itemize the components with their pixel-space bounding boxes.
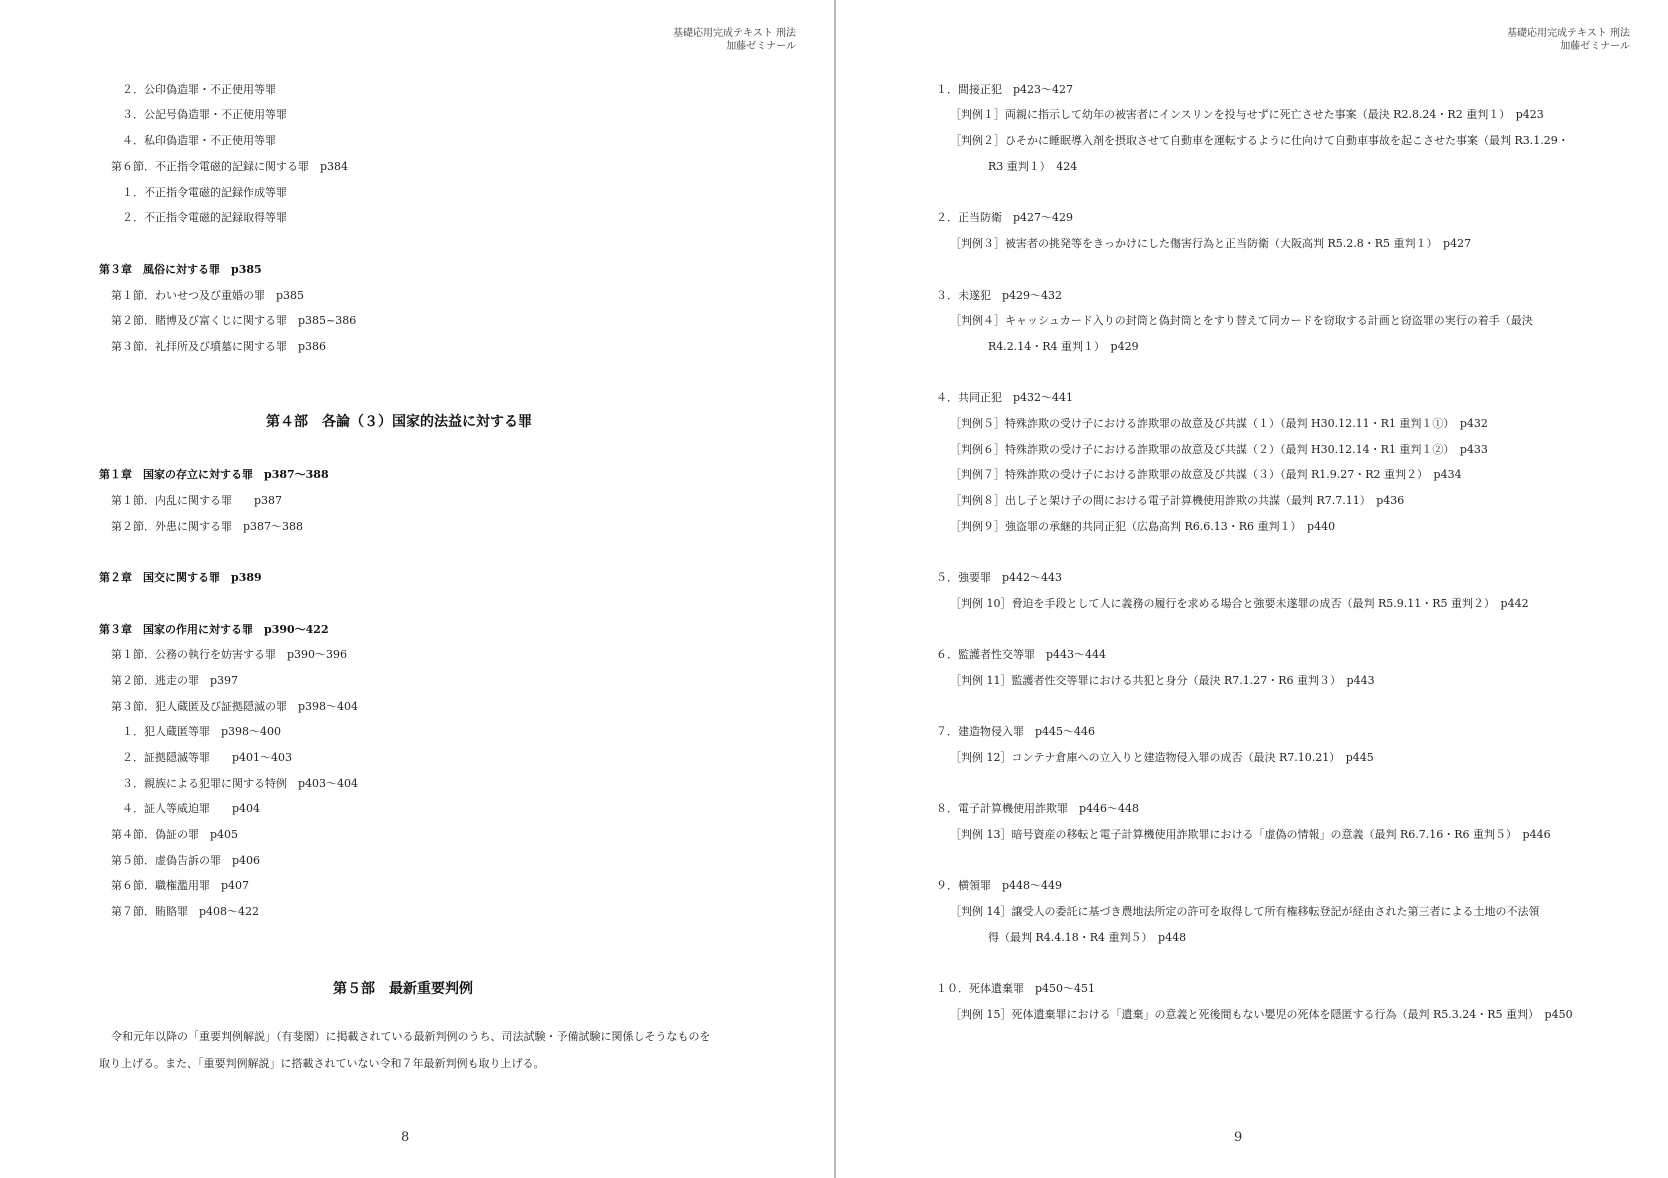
section-heading: 第６節．不正指令電磁的記録に関する罪 p384 bbox=[111, 160, 349, 173]
section-heading: 第２節．外患に関する罪 p387～388 bbox=[111, 520, 304, 533]
section-heading: 第６節．職権濫用罪 p407 bbox=[111, 879, 250, 892]
case-entry: ［判例 13］暗号資産の移転と電子計算機使用詐欺罪における「虚偽の情報」の意義（最判 R6.7.16・R6 重判５） p446 bbox=[950, 828, 1551, 841]
section-item: ３．親族による犯罪に関する特例 p403～404 bbox=[122, 777, 359, 790]
intro-paragraph-line: 令和元年以降の「重要判例解説」（有斐閣）に掲載されている最新判例のうち、司法試験・予備試験に関係しそうなものを bbox=[111, 1030, 711, 1043]
section-heading: 第２節．逃走の罪 p397 bbox=[111, 674, 239, 687]
case-entry: ［判例４］キャッシュカード入りの封筒と偽封筒とをすり替えて同カードを窃取する計画と窃盗罪の実行の着手（最決 bbox=[950, 314, 1533, 327]
case-entry: ［判例 12］コンテナ倉庫への立入りと建造物侵入罪の成否（最決 R7.10.21） p445 bbox=[950, 751, 1374, 764]
case-entry: ［判例６］特殊詐欺の受け子における詐欺罪の故意及び共謀（２）（最判 H30.12.14・R1 重判１②） p433 bbox=[950, 443, 1488, 456]
section-item: １．犯人蔵匿等罪 p398～400 bbox=[122, 725, 282, 738]
case-entry: ［判例 11］監護者性交等罪における共犯と身分（最決 R7.1.27・R6 重判３） p443 bbox=[950, 674, 1375, 687]
case-entry: ［判例 15］死体遺棄罪における「遺棄」の意義と死後間もない嬰児の死体を隠匿する行為（最判 R5.3.24・R5 重判） p450 bbox=[950, 1008, 1573, 1021]
page-number: 9 bbox=[1234, 1130, 1243, 1145]
case-entry: ［判例８］出し子と架け子の間における電子計算機使用詐欺の共謀（最判 R7.7.11） p436 bbox=[950, 494, 1405, 507]
section-heading: 第４節．偽証の罪 p405 bbox=[111, 828, 239, 841]
section-heading: 第１節．わいせつ及び重婚の罪 p385 bbox=[111, 289, 305, 302]
case-entry: ［判例７］特殊詐欺の受け子における詐欺罪の故意及び共謀（３）（最判 R1.9.27・R2 重判２） p434 bbox=[950, 468, 1462, 481]
section-heading: 第３節．礼拝所及び墳墓に関する罪 p386 bbox=[111, 340, 327, 353]
topic-heading: １０．死体遺棄罪 p450～451 bbox=[936, 982, 1096, 995]
case-entry: ［判例 14］譲受人の委託に基づき農地法所定の許可を取得して所有権移転登記が経由された第三者による土地の不法領 bbox=[950, 905, 1540, 918]
chapter-heading: 第２章 国交に関する罪 p389 bbox=[99, 571, 262, 584]
topic-heading: ４．共同正犯 p432～441 bbox=[936, 391, 1074, 404]
section-heading: 第１節．公務の執行を妨害する罪 p390～396 bbox=[111, 648, 348, 661]
topic-heading: ７．建造物侵入罪 p445～446 bbox=[936, 725, 1096, 738]
header-title: 基礎応用完成テキスト 刑法 bbox=[673, 28, 796, 39]
chapter-heading: 第１章 国家の存立に対する罪 p387～388 bbox=[99, 468, 329, 481]
section-heading: 第１節．内乱に関する罪 p387 bbox=[111, 494, 283, 507]
case-entry: ［判例２］ひそかに睡眠導入剤を摂取させて自動車を運転するように仕向けて自動車事故を起こさせた事案（最判 R3.1.29・ bbox=[950, 134, 1569, 147]
case-entry: ［判例９］強盗罪の承継的共同正犯（広島高判 R6.6.13・R6 重判１） p440 bbox=[950, 520, 1336, 533]
header-seminar: 加藤ゼミナール bbox=[1560, 41, 1630, 52]
header-title: 基礎応用完成テキスト 刑法 bbox=[1507, 28, 1630, 39]
case-entry-continued: 得（最判 R4.4.18・R4 重判５） p448 bbox=[988, 931, 1187, 944]
chapter-heading: 第３章 風俗に対する罪 p385 bbox=[99, 263, 262, 276]
topic-heading: ８．電子計算機使用詐欺罪 p446～448 bbox=[936, 802, 1140, 815]
case-entry-continued: R3 重判１） 424 bbox=[988, 160, 1078, 173]
topic-heading: ６．監護者性交等罪 p443～444 bbox=[936, 648, 1107, 661]
case-entry-continued: R4.2.14・R4 重判１） p429 bbox=[988, 340, 1139, 353]
section-item: ２．証拠隠滅等罪 p401～403 bbox=[122, 751, 293, 764]
chapter-heading: 第３章 国家の作用に対する罪 p390～422 bbox=[99, 623, 329, 636]
page-header bbox=[1507, 27, 1630, 53]
page-number: 8 bbox=[401, 1130, 410, 1145]
case-entry: ［判例１］両親に指示して幼年の被害者にインスリンを投与せずに死亡させた事案（最決 R2.8.24・R2 重判１） p423 bbox=[950, 108, 1544, 121]
topic-heading: ３．未遂犯 p429～432 bbox=[936, 289, 1063, 302]
section-heading: 第２節．賭博及び富くじに関する罪 p385~386 bbox=[111, 314, 357, 327]
intro-paragraph-line: 取り上げる。また、「重要判例解説」に搭載されていない令和７年最新判例も取り上げる。 bbox=[99, 1057, 545, 1070]
case-entry: ［判例３］被害者の挑発等をきっかけにした傷害行為と正当防衛（大阪高判 R5.2.8・R5 重判１） p427 bbox=[950, 237, 1472, 250]
header-seminar: 加藤ゼミナール bbox=[726, 41, 796, 52]
topic-heading: ５．強要罪 p442～443 bbox=[936, 571, 1063, 584]
section-heading: 第７節．賄賂罪 p408～422 bbox=[111, 905, 260, 918]
page-header bbox=[673, 27, 796, 53]
section-item: ２．不正指令電磁的記録取得等罪 bbox=[122, 211, 287, 224]
section-item: ４．私印偽造罪・不正使用等罪 bbox=[122, 134, 276, 147]
section-item: ３．公記号偽造罪・不正使用等罪 bbox=[122, 108, 287, 121]
section-heading: 第５節．虚偽告訴の罪 p406 bbox=[111, 854, 261, 867]
topic-heading: １．間接正犯 p423～427 bbox=[936, 83, 1074, 96]
section-item: ４．証人等威迫罪 p404 bbox=[122, 802, 261, 815]
case-entry: ［判例 10］脅迫を手段として人に義務の履行を求める場合と強要未遂罪の成否（最判 R5.9.11・R5 重判２） p442 bbox=[950, 597, 1529, 610]
part-title: 第５部 最新重要判例 bbox=[333, 981, 473, 997]
topic-heading: ２．正当防衛 p427～429 bbox=[936, 211, 1074, 224]
section-item: ２．公印偽造罪・不正使用等罪 bbox=[122, 83, 276, 96]
section-heading: 第３節．犯人蔵匿及び証拠隠滅の罪 p398～404 bbox=[111, 700, 359, 713]
right-page bbox=[836, 0, 1668, 1178]
topic-heading: ９．横領罪 p448～449 bbox=[936, 879, 1063, 892]
section-item: １．不正指令電磁的記録作成等罪 bbox=[122, 186, 287, 199]
part-title: 第４部 各論（３）国家的法益に対する罪 bbox=[266, 414, 532, 430]
case-entry: ［判例５］特殊詐欺の受け子における詐欺罪の故意及び共謀（１）（最判 H30.12.11・R1 重判１①） p432 bbox=[950, 417, 1488, 430]
